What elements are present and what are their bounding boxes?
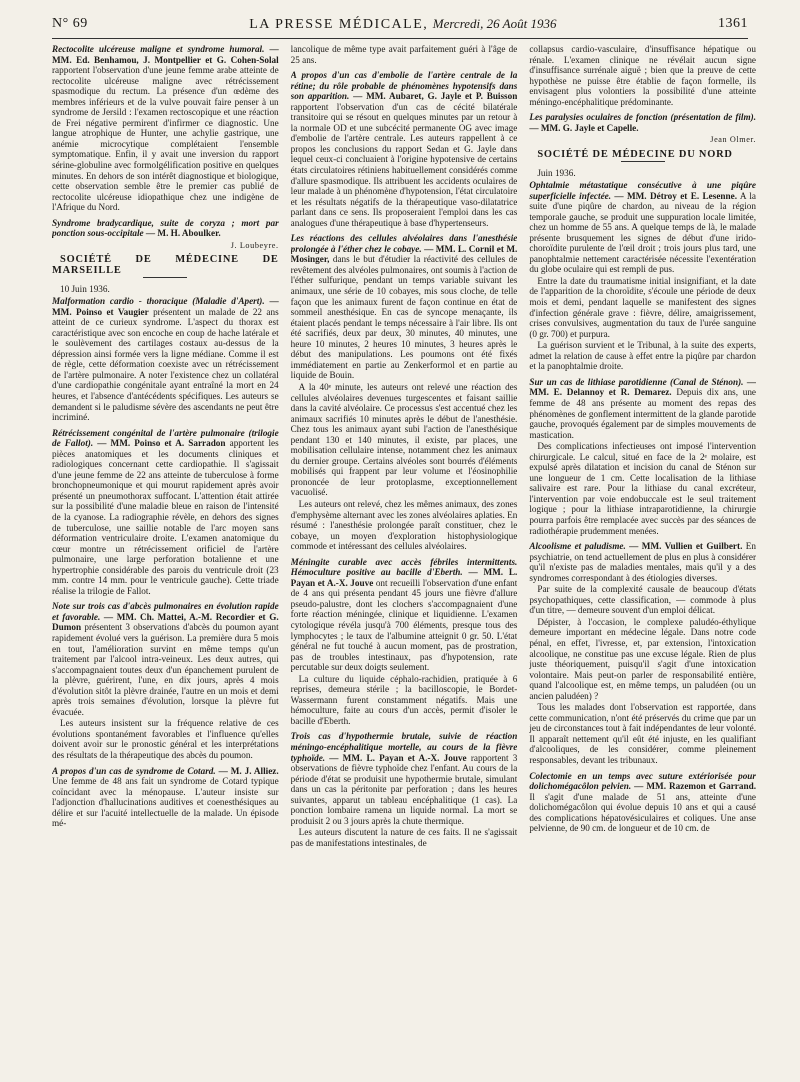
article — [529, 377, 756, 440]
article-text: Tous les malades dont l'observation est rapportée, dans cette communication, n'ont été préservés du crime que par un jeu de circonstances tout à fait indépendantes de leur volonté. Il apparaît nettement qu'il eût été injuste, en les qualifiant d'alcooliques, de les considérer, comme pleinement responsables, devant les tribunaux. — [529, 702, 756, 765]
article-title: Rectocolite ulcéreuse maligne et syndrome humoral. — [52, 44, 265, 54]
article-title: Note sur trois cas d'abcès pulmonaires en évolution rapide et favorable. — [52, 601, 279, 622]
article-authors: — MM. Ch. Mattei, A.-M. Recordier et G. Dumon — [52, 611, 279, 633]
article-title: Colectomie en un temps avec suture extériorisée pour dolichomégacôlon pelvien. — [529, 770, 756, 792]
article-title: Malformation cardio - thoracique (Maladie d'Apert). — [52, 296, 265, 307]
article-title: Les paralysies oculaires de fonction (présentation de film). — [529, 112, 756, 123]
article-authors: — M. H. Aboulker. — [145, 228, 221, 239]
article-text: ont recueilli l'observation d'une enfant de 4 ans qui présenta pendant 45 jours une fièvre d'allure pseudo-palustre, dont les clochers s'accompagnaient d'une forte réaction méningée, clinique et liquidienne. L'examen cytologique révéla jusqu'à 700 éléments, presque tous des lymphocytes ; le taux de l'albumine atteignit 0 gr. 50. L'état général ne fut touché à aucun moment, pas de prostration, pas de troubles intestinaux, pas d'hypotension, rate percutable sur deux doigts seulement. — [290, 577, 518, 673]
article-title: Trois cas d'hypothermie brutale, suivie de réaction méningo-encéphalitique mortelle, au cours de la fièvre typhoïde. — [290, 731, 518, 763]
article-authors: — MM. Razemon et Garrand. — [634, 781, 756, 792]
article-text: lancolique de même type avait parfaitement guéri à l'âge de 25 ans. — [290, 44, 518, 65]
article-text: dans le but d'étudier la réactivité des cellules de revêtement des alvéoles pulmonaires, ont soumis à l'action de l'éther sulfurique, pendant un temps variable suivant les animaux, une série de 10 cobayes, mis sous cloche, de telle façon que les animaux furent de façon continue en état de sommeil anesthésique. En cas de syncope menaçante, ils étaient placés pendant le temps nécessaire à l'air libre. Ils ont été sacrifiés, deux par deux, 30 minutes, 40 minutes, une heure 10 minutes, 2 heures 10 minutes, 3 heures après le début des manipulations. Les poumons ont été fixés immédiatement en partie au Zenkerformol et en partie au liquide de Bouin. — [290, 254, 518, 381]
article-authors: — MM. Ed. Benhamou, J. Montpellier et G. Cohen-Solal — [52, 44, 279, 65]
article-text: Des complications infectieuses ont imposé l'intervention chirurgicale. Le calcul, situé en face de la 2ᵉ molaire, est expulsé après dilatation et incision du canal de Sténon sur une longueur de 1 cm. Cette localisation de la lithiase salivaire est rare. Pour la lithiase du canal excréteur, l'intervention par voie endobuccale est le seul traitement logique ; pour la lithiase intraparotidienne, la chirurgie pourra parfois être remplacée avec succès par des séances de radiothérapie prudemment menées. — [529, 441, 756, 536]
issue-date: Mercredi, 26 Août 1936 — [432, 15, 557, 31]
page-number: 1361 — [718, 16, 748, 31]
article — [529, 112, 756, 133]
signature: Jean Olmer. — [710, 135, 756, 145]
article-text: A la suite d'une piqûre de chardon, au niveau de la région temporale gauche, se produit une suppuration locale limitée, chez un homme de 55 ans. A quelque temps de là, le malade présente brusquement les signes de début d'une irido-choroïdite purulente de l'œil droit ; trois jours plus tard, une panophtalmie nettement caractérisée nécessite l'exentération du globe oculaire qui est rempli de pus. — [529, 190, 756, 275]
article-authors: — MM. Poinso et Vaugier — [52, 296, 279, 317]
article-authors: — MM. Détroy et E. Lesenne. — [614, 190, 737, 201]
article-authors: — MM. L. Payan et A.-X. Jouve — [290, 567, 518, 588]
article — [291, 557, 518, 673]
article-title: Méningite curable avec accès fébriles intermittents. Hémoculture positive au bacille d'Eberth. — [290, 556, 518, 578]
issue-number: N° 69 — [52, 16, 88, 31]
article-title: Rétrécissement congénital de l'artère pulmonaire (trilogie de Fallot). — [52, 427, 279, 449]
article-text: Dépister, à l'occasion, le complexe paludéo-éthylique demeure important en médecine légale. Dans notre code pénal, en effet, l'ivresse, et, par extension, l'intoxication alcoolique, ne constitue pas une excuse légale. Rien de plus juste théoriquement, puisqu'il s'agit d'une intoxication volontaire. Mais peut-on parler de responsabilité entière, quand l'alcoolique est, en même temps, un paludéen (ou un ancien paludéen) ? — [529, 616, 756, 701]
signature: J. Loubeyre. — [230, 240, 279, 250]
section-heading: SOCIÉTÉ DE MÉDECINE DE MARSEILLE — [52, 254, 279, 276]
page-header — [52, 10, 748, 39]
session-date: Juin 1936. — [537, 168, 576, 179]
section-heading: SOCIÉTÉ DE MÉDECINE DU NORD — [537, 148, 733, 160]
article-text: Une femme de 48 ans fait un syndrome de Cotard typique coïncidant avec la ménopause. L'auteur insiste sur l'adjonction d'hallucinations auditives et coenesthésiques au délire et sur l'acuité intellectuelle de la malade. Un épisode mé- — [52, 776, 279, 829]
article-text: présentent 3 observations d'abcès du poumon ayant rapidement évolué vers la guérison. La première dura 5 mois en tout, l'amélioration survint en même temps qu'un traitement par l'alcool intra-veineux. Les deux autres, qui s'accompagnaient toutes deux d'un épanchement purulent de la plèvre, guérirent, l'une, en dix jours, après 4 mois d'évolution sitôt la plèvre drainée, l'autre en un mois et demi après trois semaines d'évolution, lorsque la plèvre fut évacuée. — [52, 622, 279, 717]
article-text: En psychiatrie, on tend actuellement de plus en plus à considérer qu'il n'existe pas de maladies mentales, mais qu'il y a des syndromes correspondant à des étiologies diverses. — [529, 541, 756, 583]
journal-title: LA PRESSE MÉDICALE, — [249, 16, 429, 32]
session-date: 10 Juin 1936. — [60, 284, 110, 295]
article-title: Alcoolisme et paludisme. — [529, 541, 626, 552]
article-text: Les auteurs discutent la nature de ces faits. Il ne s'agissait pas de manifestations intestinales, de — [290, 827, 518, 848]
article-title: Les réactions des cellules alvéolaires dans l'anesthésie prolongée à l'éther chez le cobaye. — [290, 233, 518, 254]
article — [291, 70, 518, 228]
article — [52, 218, 279, 239]
column-1 — [52, 44, 279, 1076]
article-text: Les auteurs insistent sur la fréquence relative de ces évolutions spontanément favorables et l'influence qu'elles doivent avoir sur le pronostic général et les interprétations des résultats de la thérapeutique des abcès du poumon. — [52, 718, 279, 760]
article — [529, 180, 756, 275]
article-text: Il s'agit d'une malade de 51 ans, atteinte d'une dolichomégacôlon qui évolue depuis 10 ans et qui a causé des complications hépatovésiculaires et coliques. Une anse pelvienne, de 90 cm. de longueur et de 10 cm. de — [529, 791, 756, 834]
article — [291, 731, 518, 826]
article-authors: — M. J. Alliez. — [218, 765, 279, 776]
article-title: A propos d'un cas de syndrome de Cotard. — [52, 765, 216, 776]
column-3 — [529, 44, 756, 1076]
article — [291, 233, 518, 381]
article-authors: — MM. Poinso et A. Sarradon — [97, 438, 226, 449]
article-title: Sur un cas de lithiase parotidienne (Canal de Sténon). — [529, 376, 744, 387]
section-rule — [621, 161, 665, 162]
article-authors: — MM. L. Payan et A.-X. Jouve — [329, 752, 467, 763]
article-title: Syndrome bradycardique, suite de coryza ; mort par ponction sous-occipitale — [52, 217, 279, 239]
article-text: Les auteurs ont relevé, chez les mêmes animaux, des zones d'emphysème alternant avec les zones alvéolaires aplaties. En résumé : l'anesthésie prolongée paraît constituer, chez le cobaye, un moyen d'exploration histophysiologique commode et intéressant des cellules alvéolaires. — [290, 498, 518, 552]
article-text: Entre la date du traumatisme initial insignifiant, et la date de l'apparition de la choroïdite, s'écoule une période de deux mois et demi, pendant laquelle se manifestent des signes d'infection générale grave : fièvre, délire, amaigrissement, crises convulsives, augmentation du taux de l'urée sanguine (0 gr. 700) et purpura. — [529, 275, 756, 339]
article-title: A propos d'un cas d'embolie de l'artère centrale de la rétine; du rôle probable de phénomènes hypotensifs dans son apparition. — [290, 70, 518, 102]
article-authors: — MM. Aubaret, G. Jayle et P. Buisson — [353, 91, 518, 102]
article-text: Depuis dix ans, une femme de 48 ans présente au moment des repas des phénomènes de gonflement intermittent de la glande parotide gauche, provoqués également par de simples mouvements de mastication. — [529, 387, 756, 440]
article-text: La culture du liquide céphalo-rachidien, pratiquée à 6 reprises, demeura stérile ; la bacilloscopie, le Bordet-Wassermann furent constamment négatifs. Mais une hémoculture, faite au cours d'un accès, permit d'isoler le bacille d'Eberth. — [290, 673, 518, 726]
article-authors: — MM. Vullien et Guilbert. — [629, 541, 743, 552]
article-title: Ophtalmie métastatique consécutive à une piqûre superficielle infectée. — [529, 180, 756, 201]
article-text: rapportent l'observation d'un cas de cécité bilatérale transitoire qui se résout en quelques minutes par un retour à la normale OD et une subcécité permanente OG avec image d'embolie de l'artère centrale. Les auteurs rappellent à ce propos les conclusions du rapport Sedan et G. Jayle dans lequel ceux-ci concluaient à l'origine hypotensive de certains états circulatoires rétiniens habituellement considérés comme d'allure spasmodique. Ils attribuent les accidents oculaires de leur malade à un phénomène d'hypotension, l'état circulatoire et les résultats négatifs de la thérapeutique vaso-dilatatrice parlant dans ce sens. Ils proposeraient l'emploi dans les cas analogues d'une thérapeutique à base d'hypertenseurs. — [290, 101, 518, 228]
article-authors: — MM. G. Jayle et Capelle. — [529, 122, 639, 133]
article — [52, 44, 279, 213]
article-text: présentent un malade de 22 ans atteint de ce curieux syndrome. L'aspect du thorax est caractéristique avec son encoche en coup de hache latérale et le soulèvement des cartilages costaux au-dessus de la dépression ainsi formée vers la ligne médiane. Comme il est de règle, cette déformation coexiste avec un rétrécissement de l'artère pulmonaire. A noter l'existence chez un collatéral d'une cardiopathie congénitale ayant entraîné la mort en 24 heures, et l'absence d'antécédents spécifiques. Les auteurs se demandent si le paludisme sévère des ascendants ne peut être incriminé. — [52, 306, 279, 423]
article-text: collapsus cardio-vasculaire, d'insuffisance hépatique ou rénale. L'examen clinique ne révélait aucun signe d'insuffisance surrénale aiguë ; bien que la preuve de cette hypothèse ne puisse être établie de façon formelle, ils envisagent plus volontiers la possibilité d'une atteinte méningo-encéphalitique prédominante. — [529, 44, 756, 107]
article — [52, 766, 279, 829]
article — [529, 771, 756, 834]
article — [529, 541, 756, 583]
article-text: Par suite de la complexité causale de beaucoup d'états psychopathiques, cette classification, — commode à plus d'un titre, — demeure souvent d'un emploi délicat. — [529, 584, 756, 616]
article-text: rapportent 3 observations de fièvre typhoïde chez l'enfant. Au cours de la période d'état se produisit une hypothermie brutale, simulant dans un cas la péritonite par perforation ; dans les heures suivantes, apparut un tableau encéphalitique (1 cas). La ponction lombaire ramena un liquide normal. La mort se produisit 2 ou 3 jours après la chute thermique. — [290, 752, 518, 826]
masthead — [249, 16, 556, 33]
article-text: A la 40ᵉ minute, les auteurs ont relevé une réaction des cellules alvéolaires devenues turgescentes et faisant saillie dans la cavité alvéolaire. Ce processus s'est accentué chez les animaux sacrifiés 10 minutes après le début de l'anesthésie. Chez tous les animaux ayant subi l'action de l'anesthésique pendant 130 et 140 minutes, il existe, par places, une mobilisation cellulaire intense, notamment chez les animaux du dernier groupe. Certains alvéoles sont bourrés d'éléments mobilisés qui frappent par leur volume et l'éosinophilie prononcée de leur protoplasme, exceptionnellement vacuolisé. — [290, 381, 518, 498]
article-text: rapportent l'observation d'une jeune femme arabe atteinte de rectocolite ulcéreuse maligne avec rétrécissement spasmodique du rectum. La présence d'un œdème des membres inférieurs et de la vulve pouvait faire penser à un syndrome de Jersild : l'examen rectoscopique et une réaction de Frei négative permirent d'infirmer ce diagnostic. Une langue atrophique de Hunter, une achylie gastrique, une anémie microcytique complétaient l'ensemble symptomatique. Enfin, il y avait une inversion du rapport sérine-globuline avec formolgélification positive en quelques minutes. En dehors de son intérêt diagnostique et biologique, cette observation semble être le premier cas publié de rectocolite ulcéreuse idiopathique chez une indigène de l'Afrique du Nord. — [52, 65, 279, 213]
text-columns — [52, 44, 756, 1076]
section-rule — [143, 277, 187, 278]
article-text: La guérison survient et le Tribunal, à la suite des experts, admet la relation de cause à effet entre la piqûre par chardon et la panophtalmie droite. — [529, 340, 756, 372]
article-authors: — MM. E. Delannoy et R. Demarez. — [529, 376, 756, 398]
article — [52, 428, 279, 597]
article-text: apportent les pièces anatomiques et les documents cliniques et radiologiques concernant cette cardiopathie. Il s'agissait d'une jeune femme de 22 ans atteinte de tuberculose à forme bronchopneumonique et qui mourut rapidement après avoir présenté un pneumothorax suffocant. L'attention était attirée sur la possibilité d'une maladie bleue en raison de l'intensité de la cyanose. La radiographie révèle, en dehors des signes de tuberculose, une saillie notable de l'arc moyen sans déformation ventriculaire droite. L'examen anatomique du cœur montre un rétrécissement orificiel de l'artère pulmonaire, une large perforation botalienne et une hypertrophie considérable des parois du ventricule droit (23 mm. contre 14 mm. pour le ventricule gauche). Cette triade réalise la trilogie de Fallot. — [52, 438, 279, 596]
article — [52, 601, 279, 717]
article-authors: — MM. L. Cornil et M. Mosinger, — [290, 243, 518, 265]
column-2 — [291, 44, 518, 1076]
article — [52, 296, 279, 423]
